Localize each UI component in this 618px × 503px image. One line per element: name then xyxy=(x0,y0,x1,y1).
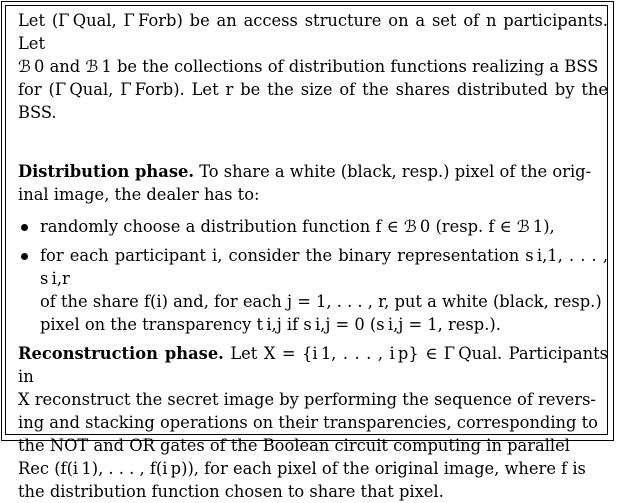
bullet-1-line-1: randomly choose a distribution function f ∈ ℬ 0 (resp. f ∈ ℬ 1), xyxy=(40,217,555,236)
algorithm-box xyxy=(18,9,608,503)
intro-line-1: Let (Γ Qual, Γ Forb) be an access structure on a set of n participants. Let xyxy=(18,11,608,53)
reconstruction-paragraph xyxy=(18,342,608,388)
distribution-text-2: inal image, the dealer has to: xyxy=(18,185,260,204)
spacer xyxy=(18,124,608,160)
bullet-icon xyxy=(21,224,28,231)
reconstruction-line-4: the NOT and OR gates of the Boolean circuit computing in parallel xyxy=(18,436,570,455)
list-item xyxy=(18,244,608,336)
distribution-paragraph xyxy=(18,160,608,183)
list-item xyxy=(18,215,608,238)
bullet-icon xyxy=(21,253,28,260)
distribution-text-1: To share a white (black, resp.) pixel of the orig- xyxy=(194,162,592,181)
spacer xyxy=(18,206,608,213)
reconstruction-line-6: the distribution function chosen to share that pixel. xyxy=(18,482,444,501)
reconstruction-line-3: ing and stacking operations on their transparencies, corresponding to xyxy=(18,413,598,432)
reconstruction-line-5: Rec (f(i 1), . . . , f(i p)), for each pixel of the original image, where f is xyxy=(18,459,586,478)
distribution-heading: Distribution phase. xyxy=(18,162,195,181)
reconstruction-line-2: X reconstruct the secret image by performing the sequence of revers- xyxy=(18,390,596,409)
reconstruction-text-1: Let X = {i 1, . . . , i p} ∈ Γ Qual. Participants in xyxy=(18,344,608,386)
bullet-2-line-2: of the share f(i) and, for each j = 1, . . . , r, put a white (black, resp.) xyxy=(40,292,602,311)
reconstruction-heading: Reconstruction phase. xyxy=(18,344,224,363)
intro-line-2: ℬ 0 and ℬ 1 be the collections of distribution functions realizing a BSS xyxy=(18,57,599,76)
intro-line-3: for (Γ Qual, Γ Forb). Let r be the size of the shares distributed by the BSS. xyxy=(18,80,608,122)
bullet-2-line-3: pixel on the transparency t i,j if s i,j = 0 (s i,j = 1, resp.). xyxy=(40,315,501,334)
bullet-2-line-1: for each participant i, consider the binary representation s i,1, . . . , s i,r xyxy=(40,246,608,288)
distribution-steps xyxy=(18,215,608,336)
